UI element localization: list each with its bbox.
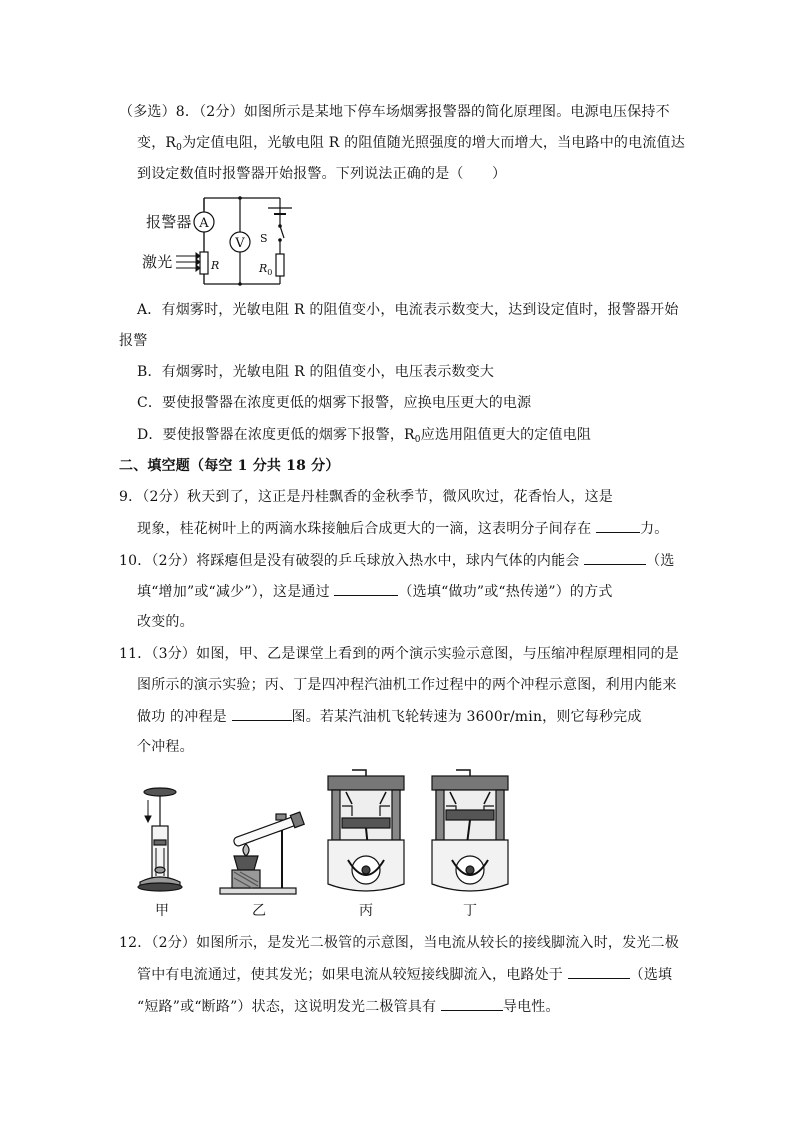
q10-answer-blank-2[interactable]	[334, 581, 398, 596]
q12-answer-blank-2[interactable]	[441, 996, 503, 1011]
q8-stem-line1: （多选）8．（2分）如图所示是某地下停车场烟雾报警器的简化原理图。电源电压保持不	[119, 104, 670, 120]
fixed-resistor-icon	[276, 254, 284, 276]
engine-stroke-bing-icon	[322, 768, 410, 898]
q8-option-d: D．要使报警器在浓度更低的烟雾下报警，$R_0$应选用阻值更大的定值电阻	[137, 427, 592, 445]
q11-line4: 个冲程。	[137, 739, 194, 755]
engine-stroke-ding-icon	[426, 768, 514, 898]
laser-label: 激光	[142, 253, 173, 271]
ammeter-icon	[194, 212, 214, 232]
switch-icon	[279, 214, 284, 241]
section-heading: 二、填空题（每空 1 分共 18 分）	[119, 458, 340, 474]
q11-line1: 11．（3分）如图，甲、乙是课堂上看到的两个演示实验示意图，与压缩冲程原理相同的是	[119, 646, 679, 662]
voltmeter-icon	[230, 232, 250, 252]
q12-line2: 管中有电流通过，使其发光；如果电流从较短接线脚流入，电路处于 （选填	[137, 964, 672, 985]
q12-answer-blank-1[interactable]	[568, 964, 630, 979]
q8-option-a-line2: 报警	[119, 333, 148, 349]
q8-option-c: C．要使报警器在浓度更低的烟雾下报警，应换电压更大的电源	[137, 395, 532, 411]
q9-answer-blank[interactable]	[596, 518, 640, 533]
svg-text:V: V	[235, 236, 245, 251]
q8-stem-line2: 变，$R_0$为定值电阻，光敏电阻 R 的阻值随光照强度的增大而增大，当电路中的电流值达	[137, 135, 685, 153]
q9-line2: 现象，桂花树叶上的两滴水珠接触后合成更大的一滴，这表明分子间存在 力。	[137, 518, 668, 539]
r0-label: $R_0$	[259, 262, 273, 277]
q8-stem-line3: 到设定数值时报警器开始报警。下列说法正确的是（ ）	[137, 166, 507, 182]
smoke-alarm-circuit-diagram	[138, 192, 298, 288]
q12-line1: 12．（2分）如图所示，是发光二极管的示意图，当电流从较长的接线脚流入时，发光二极	[119, 935, 679, 951]
figure-caption-bing: 丙	[359, 903, 374, 919]
switch-label: S	[260, 232, 268, 245]
q11-answer-blank[interactable]	[232, 706, 292, 721]
q11-line2: 图所示的演示实验；丙、丁是四冲程汽油机工作过程中的两个冲程示意图，利用内能来	[137, 677, 677, 693]
figure-caption-jia: 甲	[155, 903, 170, 919]
svg-text:A: A	[199, 216, 209, 231]
air-compression-apparatus-icon	[130, 786, 190, 896]
laser-arrows-icon	[176, 253, 200, 271]
photoresistor-icon	[200, 252, 219, 274]
test-tube-heating-apparatus-icon	[218, 810, 300, 896]
q10-line1: 10．（2分）将踩瘪但是没有破裂的乒乓球放入热水中，球内气体的内能会 （选	[119, 550, 675, 571]
q10-answer-blank-1[interactable]	[584, 550, 646, 565]
svg-text:R: R	[211, 259, 220, 272]
q11-line3: 做功 的冲程是 图。若某汽油机飞轮转速为 3600r/min，则它每秒完成	[137, 706, 642, 727]
figure-caption-yi: 乙	[252, 903, 267, 919]
q12-line3: “短路”或“断路”）状态，这说明发光二极管具有 导电性。	[137, 996, 560, 1017]
q8-option-b: B．有烟雾时，光敏电阻 R 的阻值变小，电压表示数变大	[137, 364, 495, 380]
q8-option-a-line1: A．有烟雾时，光敏电阻 R 的阻值变小，电流表示数变大，达到设定值时，报警器开始	[137, 302, 679, 318]
q9-line1: 9．（2分）秋天到了，这正是丹桂飘香的金秋季节，微风吹过，花香怡人，这是	[119, 489, 614, 505]
q10-line3: 改变的。	[137, 614, 194, 630]
figure-caption-ding: 丁	[463, 903, 478, 919]
alarm-label: 报警器	[146, 213, 192, 231]
q10-line2: 填“增加”或“减少”），这是通过 （选填“做功”或“热传递”）的方式	[137, 581, 613, 602]
